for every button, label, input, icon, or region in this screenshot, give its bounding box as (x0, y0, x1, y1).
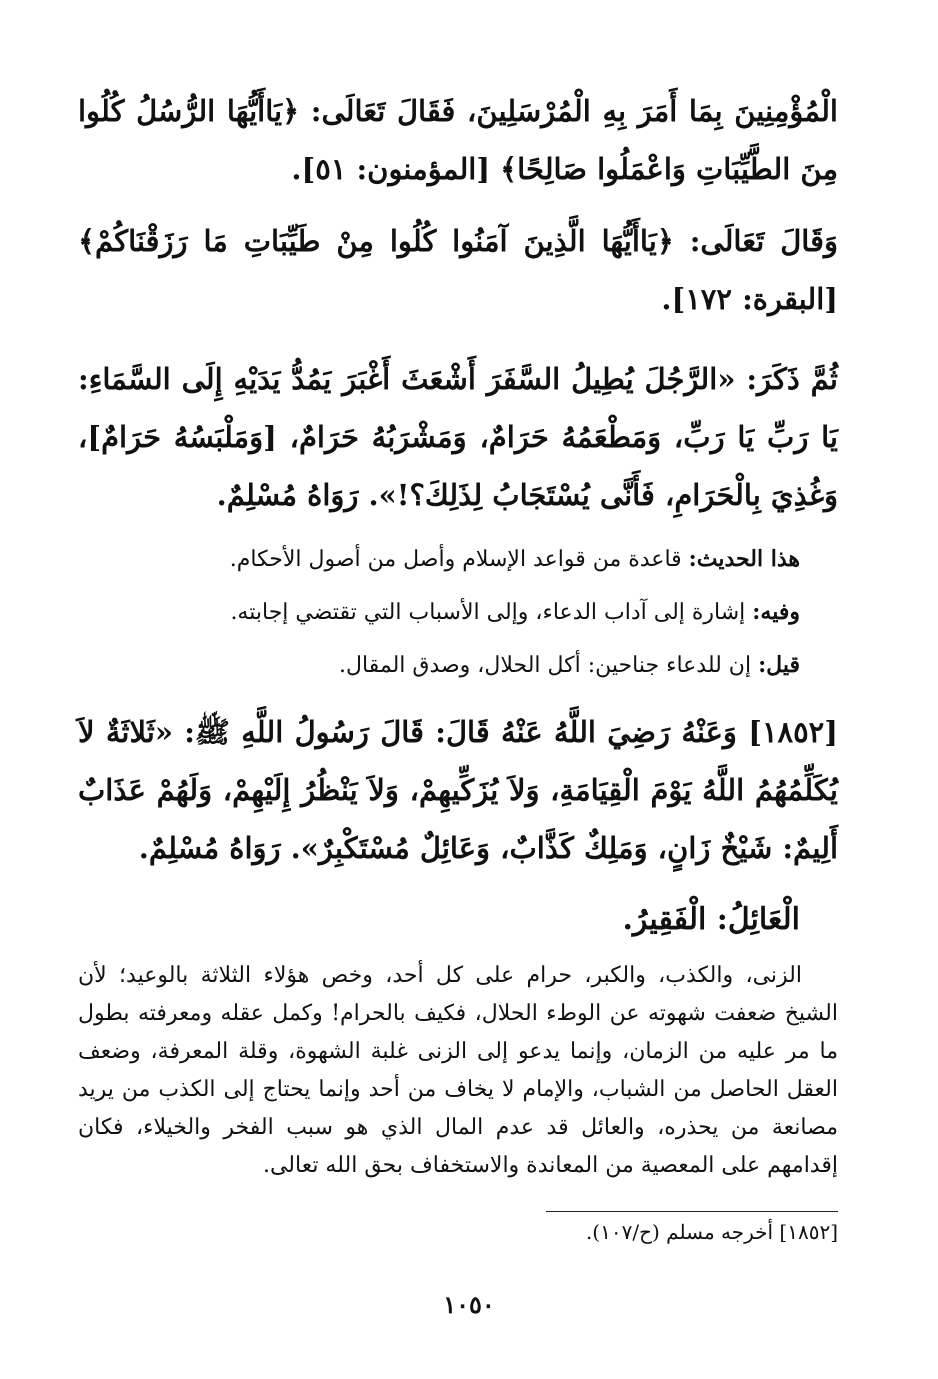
note-item (78, 544, 800, 575)
notes-list (78, 544, 800, 681)
note-label: وفيه: (752, 599, 800, 625)
page-number: ١٠٥٠ (443, 1290, 495, 1319)
hadith-text-paragraph: ثُمَّ ذَكَرَ: «الرَّجُلَ يُطِيلُ السَّفَرَ أَشْعَثَ أَغْبَرَ يَمُدُّ يَدَيْهِ إِلَى السَّمَاءِ: يَا رَبِّ يَا رَبِّ، وَمَطْعَمُهُ حَرَامٌ، وَمَشْرَبُهُ حَرَامٌ، [وَمَلْبَسُهُ حَرَامٌ]، وَغُذِيَ بِالْحَرَامِ، فَأَنَّى يُسْتَجَابُ لِذَلِكَ؟!». رَوَاهُ مُسْلِمٌ. (78, 362, 838, 512)
quran-verse-paragraph: وَقَالَ تَعَالَى: ﴿يَاأَيُّهَا الَّذِينَ آمَنُوا كُلُوا مِنْ طَيِّبَاتِ مَا رَزَقْنَاكُمْ﴾ [البقرة: ١٧٢]. (78, 224, 838, 316)
note-item (78, 650, 800, 681)
note-item (78, 597, 800, 628)
hadith-text-continuation: الْمُؤْمِنِينَ بِمَا أَمَرَ بِهِ الْمُرْسَلِينَ، فَقَالَ تَعَالَى: ﴿يَاأَيُّهَا الرُّسُلُ كُلُوا مِنَ الطَّيِّبَاتِ وَاعْمَلُوا صَالِحًا﴾ [المؤمنون: ٥١]. (78, 94, 838, 186)
note-text: إن للدعاء جناحين: أكل الحلال، وصدق المقال. (339, 653, 759, 678)
word-definition: الْعَائِلُ: الْفَقِيرُ. (622, 902, 800, 937)
note-label: هذا الحديث: (688, 546, 800, 572)
note-text: إشارة إلى آداب الدعاء، وإلى الأسباب التي تقتضي إجابته. (230, 600, 753, 625)
book-page (78, 82, 838, 1246)
footnote-divider (546, 1211, 838, 1212)
hadith-1852-paragraph: [١٨٥٢] وَعَنْهُ رَضِيَ اللَّهُ عَنْهُ قَالَ: قَالَ رَسُولُ اللَّهِ ﷺ: «ثَلاثَةٌ لاَ يُكَلِّمُهُمُ اللَّهُ يَوْمَ الْقِيَامَةِ، وَلاَ يُزَكِّيهِمْ، وَلاَ يَنْظُرُ إِلَيْهِمْ، وَلَهُمْ عَذَابٌ أَلِيمٌ: شَيْخٌ زَانٍ، وَمَلِكٌ كَذَّابٌ، وَعَائِلٌ مُسْتَكْبِرٌ». رَوَاهُ مُسْلِمٌ. (78, 715, 838, 865)
footnote: [١٨٥٢] أخرجه مسلم (ح/١٠٧). (585, 1220, 838, 1244)
commentary-paragraph: الزنى، والكذب، والكبر، حرام على كل أحد، وخص هؤلاء الثلاثة بالوعيد؛ لأن الشيخ ضعفت شهوته عن الوطء الحلال، فكيف بالحرام! وكمل عقله ومعرفته بطول ما مر عليه من الزمان، وإنما يدعو إلى الزنى غلبة الشهوة، وقلة المعرفة، وضعف العقل الحاصل من الشباب، والإمام لا يخاف من أحد وإنما يحتاج إلى الكذب من يريد مصانعة من يحذره، والعائل قد عدم المال الذي هو سبب الفخر والخيلاء، فكان إقدامهم على المعصية من المعاندة والاستخفاف بحق الله تعالى. (78, 963, 838, 1178)
note-label: قيل: (758, 652, 800, 678)
note-text: قاعدة من قواعد الإسلام وأصل من أصول الأحكام. (229, 547, 689, 572)
